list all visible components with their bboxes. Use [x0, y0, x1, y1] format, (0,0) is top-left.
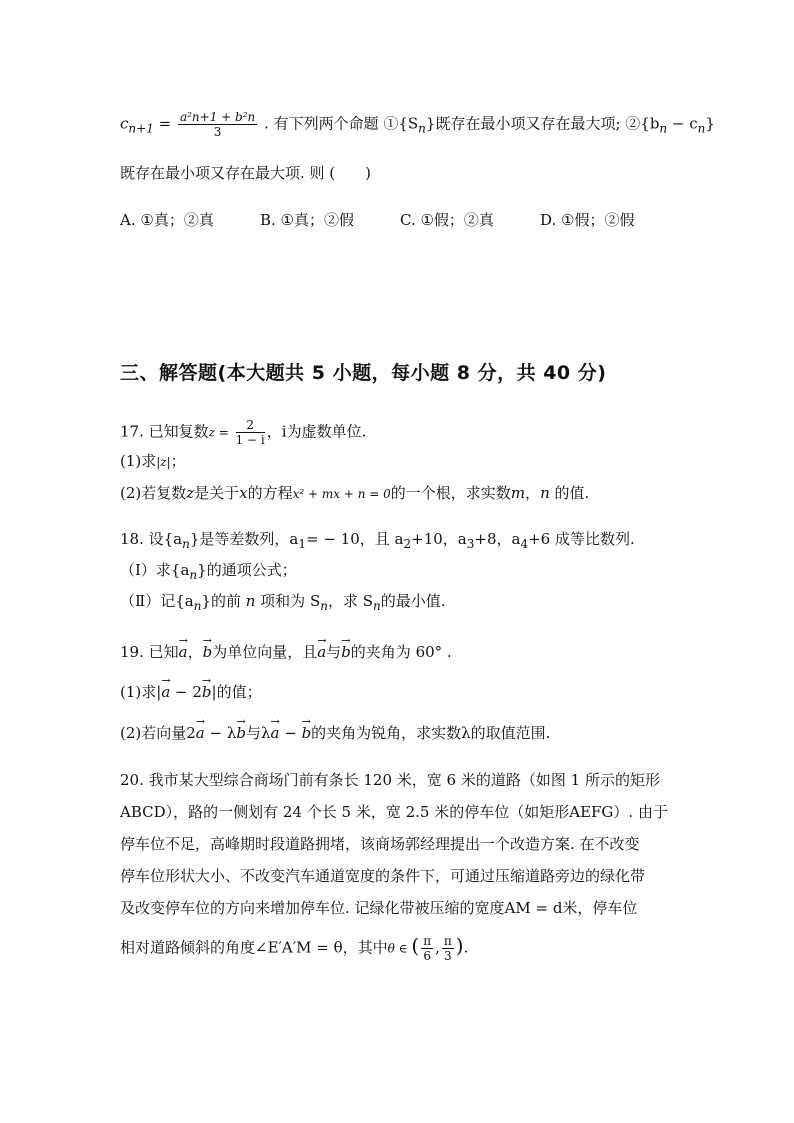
- q20-frac-pi3: [442, 934, 454, 963]
- q18-d: +8，a: [474, 530, 521, 548]
- q16-formula-eq: =: [158, 114, 172, 133]
- q16-formula-c: c: [120, 114, 129, 133]
- q17-part2-m: m: [510, 484, 526, 502]
- q20-line-3: 停车位不足，高峰期时段道路拥堵，该商场郭经理提出一个改造方案. 在不改变: [120, 835, 640, 853]
- q20-line-2: ABCD），路的一侧划有 24 个长 5 米，宽 2.5 米的停车位（如矩形AEFG）. 由于: [120, 803, 668, 821]
- q18-part1-post: }的通项公式；: [197, 561, 297, 579]
- q19-stem: [120, 642, 452, 662]
- q18-part2-sub: n: [193, 599, 202, 613]
- q20-frac-sep: ,: [435, 938, 440, 957]
- q16-choices: [120, 210, 680, 230]
- q18-sub-4: 4: [520, 537, 529, 551]
- q20-line-5: 及改变停车位的方向来增加停车位. 记绿化带被压缩的宽度AM = d米，停车位: [120, 899, 638, 917]
- q17-part2-end: 的值.: [549, 484, 590, 502]
- q19-part2-pre: (2)若向量2: [120, 724, 196, 742]
- q16-formula-num: a²n+1 + b²n: [179, 110, 256, 124]
- q16-sub-n3: n: [697, 121, 706, 136]
- q17-frac-num: 2: [236, 418, 265, 433]
- q16-text-d: }: [705, 114, 715, 133]
- q17-part-1: [120, 451, 186, 472]
- q18-part-2: [120, 591, 446, 616]
- q17-part2-pre: (2)若复数: [120, 484, 187, 502]
- q17-stem-pre: 17. 已知复数: [120, 422, 209, 441]
- q19-part1-post: 的值；: [216, 683, 262, 701]
- q19-part1-pre: (1)求: [120, 683, 157, 701]
- q18-part2-n: n: [240, 592, 261, 610]
- q16-formula-fraction: [178, 110, 257, 139]
- q17-eq: =: [214, 425, 229, 440]
- q17-part2-eq: x² + mx + n = 0: [292, 487, 391, 501]
- q20-line-1: 20. 我市某大型综合商场门前有条长 120 米，宽 6 米的道路（如图 1 所示的矩形: [120, 771, 660, 789]
- q18-sub-3: 3: [466, 537, 475, 551]
- q16-choice-b: B. ①真；②假: [260, 211, 355, 229]
- q17-part1-pre: (1)求: [120, 452, 157, 470]
- q18-e: +6 成等比数列.: [528, 530, 635, 548]
- q18-sub-2: 2: [403, 537, 412, 551]
- q19-part1-vec-b: → b: [202, 682, 212, 702]
- q17-part2-post: 的一个根，求实数: [390, 484, 511, 502]
- q16-line-1: [120, 110, 715, 139]
- q16-sub-n: n: [418, 121, 426, 136]
- section-3-title: 三、解答题(本大题共 5 小题，每小题 8 分，共 40 分): [120, 362, 607, 384]
- q18-part1-pre: （Ⅰ）求{a: [120, 561, 190, 579]
- q17-part2-n: n: [540, 484, 550, 502]
- q20-last-end: .: [463, 938, 469, 957]
- q16-text-c: − c: [667, 114, 698, 133]
- q16-line-2: 既存在最小项又存在最大项. 则 ( ): [120, 164, 372, 182]
- q19-part2-op1: − λ: [204, 724, 237, 742]
- q20-paren-close: ): [455, 933, 464, 958]
- q19-part-1: [120, 682, 262, 702]
- q19-part2-vec-a2: → a: [271, 723, 280, 743]
- q16-choice-d: D. ①假；②假: [540, 211, 635, 229]
- q16-choice-a: A. ①真；②真: [120, 211, 214, 229]
- q19-part-2: [120, 723, 550, 743]
- q17-part2-sep: ，: [525, 484, 541, 502]
- q18-a: }是等差数列，a: [189, 530, 299, 548]
- q18-part-1: [120, 560, 297, 585]
- q17-z: z: [208, 425, 215, 440]
- q20-last-pre: 相对道路倾斜的角度∠E′A′M = θ，其中: [120, 938, 388, 957]
- q19-mid: 为单位向量，且: [212, 643, 318, 661]
- q19-abs-open: |: [156, 683, 162, 701]
- q17-frac-den: 1 − i: [235, 433, 265, 447]
- q19-vec-b: → b: [203, 642, 213, 662]
- q19-pre: 19. 已知: [120, 643, 179, 661]
- q18-c: +10，a: [411, 530, 467, 548]
- q18-part2-mid: }的前: [201, 592, 241, 610]
- q20-line-4: 停车位形状大小、不改变汽车通道宽度的条件下，可通过压缩道路旁边的绿化带: [120, 867, 646, 885]
- q19-part2-vec-b: → b: [236, 723, 246, 743]
- q19-vec-a2: → a: [317, 642, 326, 662]
- q18-stem: [120, 529, 635, 554]
- q17-part1-abs: |z|: [156, 455, 171, 469]
- q19-comma: ，: [187, 643, 203, 661]
- q18-part2-sub3: n: [373, 599, 381, 613]
- q17-part2-mid: 是关于: [194, 484, 240, 502]
- q16-formula-den: 3: [213, 125, 222, 139]
- q17-fraction: [236, 418, 265, 447]
- q17-stem-post: ，i为虚数单位.: [266, 422, 367, 441]
- q19-part2-mid: 与λ: [245, 724, 271, 742]
- q19-vec-a: → a: [179, 642, 188, 662]
- q20-line-6: [120, 934, 468, 963]
- q19-part2-vec-b2: → b: [302, 723, 312, 743]
- q20-pi3-den: 3: [444, 949, 452, 963]
- q16-text-b: }既存在最小项又存在最大项; ②{b: [425, 114, 660, 133]
- q19-mid2: 与: [326, 643, 342, 661]
- q20-theta: θ ∈: [387, 941, 412, 956]
- q18-part2-sub2: n: [320, 599, 328, 613]
- q19-part2-op2: −: [279, 724, 302, 742]
- q19-part1-vec-a: → a: [161, 682, 170, 702]
- q20-pi3-num: π: [443, 934, 452, 948]
- q16-choice-c: C. ①假；②真: [400, 211, 494, 229]
- q18-part2-mid2: 项和为 S: [260, 592, 321, 610]
- q20-pi6-num: π: [423, 934, 432, 948]
- q17-part2-mid2: 的方程: [247, 484, 293, 502]
- q18-part1-sub: n: [189, 568, 198, 582]
- q18-pre: 18. 设{a: [120, 530, 183, 548]
- q20-frac-pi6: [421, 934, 433, 963]
- q17-part2-x: x: [239, 484, 248, 502]
- q19-part2-vec-a: → a: [196, 723, 205, 743]
- q16-text-a: . 有下列两个命题 ①{S: [264, 114, 419, 133]
- q17-part-2: [120, 483, 589, 504]
- q18-sub-1: 1: [298, 537, 306, 551]
- q17-stem: [120, 418, 366, 447]
- q19-abs-close: |: [211, 683, 217, 701]
- q18-part2-end: 的最小值.: [380, 592, 446, 610]
- q19-part2-end: 的夹角为锐角，求实数λ的取值范围.: [311, 724, 551, 742]
- q16-sub-n2: n: [659, 121, 668, 136]
- q16-formula-sub: n+1: [128, 121, 154, 136]
- q18-b: = − 10，且 a: [306, 530, 404, 548]
- q17-part2-z: z: [186, 484, 195, 502]
- q19-part1-op: − 2: [170, 683, 202, 701]
- q18-sub-n: n: [182, 537, 190, 551]
- q19-vec-b2: → b: [341, 642, 351, 662]
- q19-end: 的夹角为 60° .: [350, 643, 452, 661]
- q20-pi6-den: 6: [423, 949, 431, 963]
- q18-part2-mid3: ，求 S: [327, 592, 373, 610]
- q18-part2-pre: （Ⅱ）记{a: [120, 592, 194, 610]
- q20-paren-open: (: [411, 933, 420, 958]
- q17-part1-post: ；: [170, 452, 186, 470]
